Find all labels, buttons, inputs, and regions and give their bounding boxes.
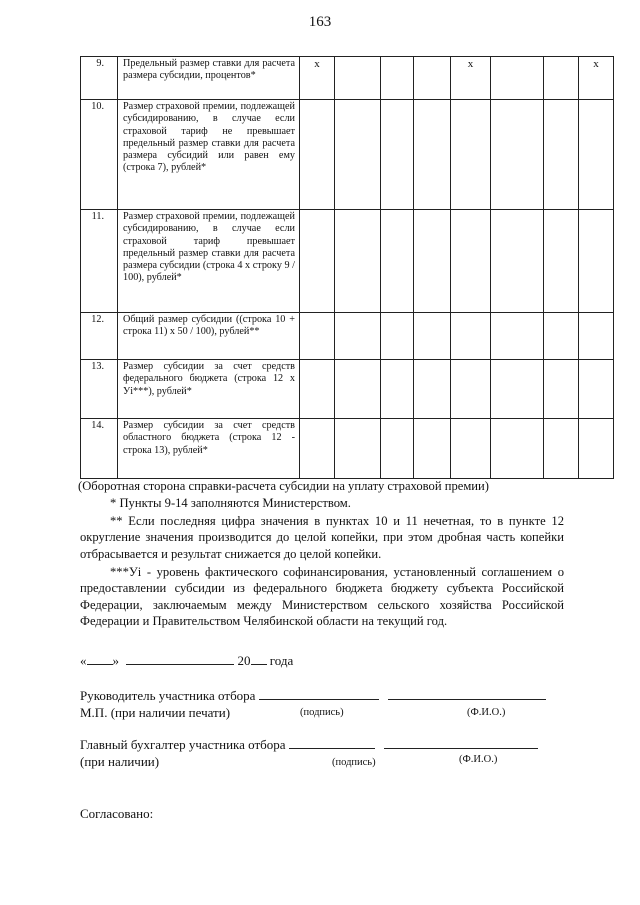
value-cell (414, 360, 451, 419)
accountant-note: (при наличии) (80, 754, 160, 769)
value-cell (300, 100, 335, 210)
row-number: 12. (81, 313, 118, 360)
value-cell (335, 210, 381, 313)
value-cell (300, 419, 335, 479)
value-cell (579, 313, 614, 360)
value-cell (451, 210, 491, 313)
value-cell (381, 100, 414, 210)
row-description: Общий размер субсидии ((строка 10 + строка 11) х 50 / 100), рублей** (118, 313, 300, 360)
value-cell (381, 210, 414, 313)
value-cell (414, 313, 451, 360)
footnote-2: ** Если последняя цифра значения в пунктах 10 и 11 нечетная, то в пункте 12 округление значения производится до целой копейки, при этом дробная часть копейки отбрасывается и результат снижается до целой копейки. (80, 514, 564, 561)
accountant-name-blank (384, 737, 538, 749)
row-description: Размер субсидии за счет средств федерального бюджета (строка 12 х Уi***), рублей* (118, 360, 300, 419)
table-row (81, 210, 614, 313)
value-cell: х (451, 57, 491, 100)
value-cell (579, 210, 614, 313)
stamp-label: М.П. (при наличии печати) (80, 705, 231, 720)
date-line (80, 653, 293, 669)
accountant-signature-caption: (подпись) (332, 757, 376, 768)
table-row (81, 100, 614, 210)
row-number: 9. (81, 57, 118, 100)
value-cell (491, 419, 544, 479)
head-signature-row (80, 688, 546, 704)
row-description: Предельный размер ставки для расчета размера субсидии, процентов* (118, 57, 300, 100)
row-description: Размер субсидии за счет средств областного бюджета (строка 12 - строка 13), рублей* (118, 419, 300, 479)
row-description: Размер страховой премии, подлежащей субсидированию, в случае если страховой тариф превышает предельный размер ставки для расчета размера субсидии (строка 4 х строку 9 / 100), рублей* (118, 210, 300, 313)
accountant-signature-blank (289, 737, 375, 749)
head-name-blank (388, 688, 546, 700)
value-cell (544, 419, 579, 479)
reverse-side-note: (Оборотная сторона справки-расчета субсидии на уплату страховой премии) (78, 479, 489, 493)
row-number: 10. (81, 100, 118, 210)
value-cell (300, 360, 335, 419)
value-cell (335, 313, 381, 360)
value-cell (544, 100, 579, 210)
value-cell (579, 360, 614, 419)
date-close-quote: » (112, 653, 119, 668)
table-body (81, 57, 614, 479)
footnote-3: ***Уi - уровень фактического софинансирования, установленный соглашением о предоставлении субсидии из федерального бюджета бюджету субъекта Российской Федерации, заключаемым между Министерством сельского хозяйства Российской Федерации и Правительством Челябинской области на текущий год. (80, 565, 564, 628)
table-row (81, 57, 614, 100)
value-cell (544, 313, 579, 360)
day-blank (87, 653, 113, 665)
date-open-quote: « (80, 653, 87, 668)
subsidy-calculation-table (80, 56, 614, 479)
value-cell (381, 360, 414, 419)
year-suffix: года (269, 653, 294, 668)
value-cell (335, 360, 381, 419)
page-number: 163 (308, 14, 332, 30)
row-description: Размер страховой премии, подлежащей субсидированию, в случае если страховой тариф не превышает предельный размер ставки для расчета размера субсидий или равен ему (строка 7), рублей* (118, 100, 300, 210)
value-cell (414, 419, 451, 479)
value-cell (300, 210, 335, 313)
value-cell (451, 313, 491, 360)
value-cell (451, 419, 491, 479)
value-cell (335, 100, 381, 210)
value-cell (381, 313, 414, 360)
row-number: 11. (81, 210, 118, 313)
row-number: 13. (81, 360, 118, 419)
month-blank (126, 653, 234, 665)
value-cell (300, 313, 335, 360)
agreed-label: Согласовано: (80, 806, 154, 821)
table-row (81, 313, 614, 360)
footnote-1: * Пункты 9-14 заполняются Министерством. (110, 496, 351, 510)
accountant-signature-row (80, 737, 538, 753)
value-cell (579, 419, 614, 479)
year-prefix: 20 (237, 653, 251, 668)
value-cell (381, 57, 414, 100)
head-signature-blank (259, 688, 379, 700)
value-cell (335, 419, 381, 479)
value-cell (414, 210, 451, 313)
head-name-caption: (Ф.И.О.) (467, 707, 506, 718)
value-cell (491, 57, 544, 100)
head-signature-caption: (подпись) (300, 707, 344, 718)
head-label: Руководитель участника отбора (80, 688, 256, 703)
accountant-name-caption: (Ф.И.О.) (459, 754, 498, 765)
accountant-label: Главный бухгалтер участника отбора (80, 737, 286, 752)
value-cell (451, 100, 491, 210)
table-row (81, 419, 614, 479)
year-blank (251, 653, 267, 665)
table-row (81, 360, 614, 419)
value-cell (579, 100, 614, 210)
value-cell (491, 100, 544, 210)
value-cell (491, 210, 544, 313)
value-cell (451, 360, 491, 419)
value-cell: х (579, 57, 614, 100)
value-cell (414, 57, 451, 100)
value-cell (544, 57, 579, 100)
value-cell (544, 210, 579, 313)
value-cell (335, 57, 381, 100)
value-cell (414, 100, 451, 210)
value-cell (491, 313, 544, 360)
row-number: 14. (81, 419, 118, 479)
value-cell: х (300, 57, 335, 100)
value-cell (544, 360, 579, 419)
value-cell (381, 419, 414, 479)
value-cell (491, 360, 544, 419)
